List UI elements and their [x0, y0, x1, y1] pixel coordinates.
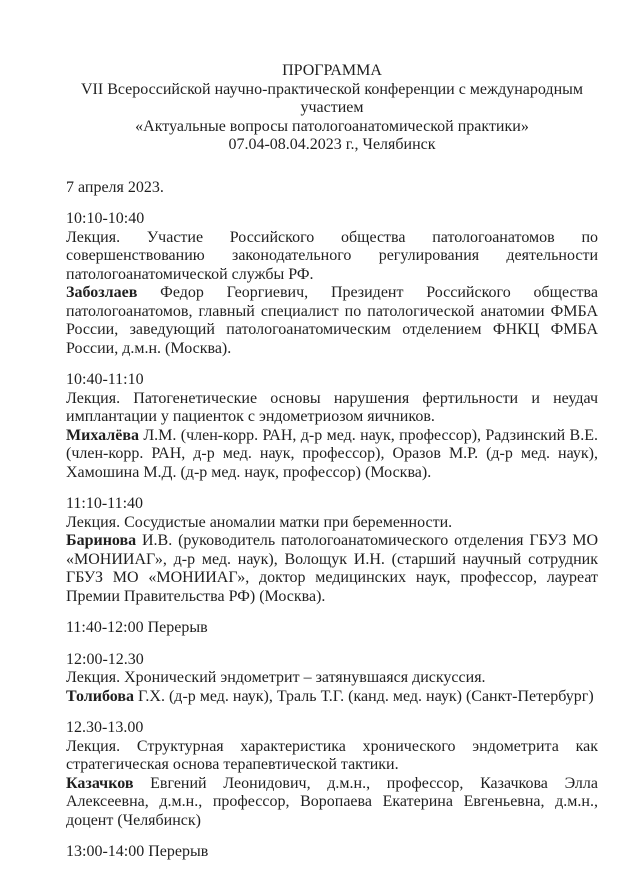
- speakers-line: [66, 284, 598, 358]
- lecture-description: Лекция. Патогенетические основы нарушения фертильности и неудач имплантации у пациенток с эндометриозом яичников.: [66, 389, 598, 425]
- break-line: [66, 843, 598, 862]
- speaker-details: Л.М. (член-корр. РАН, д-р мед. наук, профессор), Радзинский В.Е. (член-корр. РАН, д-р мед. наук, профессор), Оразов М.Р. (д-р мед. наук), Хамошина М.Д. (д-р мед. наук, профессор) (Москва).: [66, 426, 598, 481]
- speaker-details: Евгений Леонидович, д.м.н., профессор, Казачкова Элла Алексеевна, д.м.н., профессор, Воропаева Екатерина Евгеньевна, д.м.н., доцент (Челябинск): [66, 774, 598, 829]
- session-block-4: [66, 651, 598, 707]
- speaker-details: Г.Х. (д-р мед. наук), Траль Т.Г. (канд. мед. наук) (Санкт-Петербург): [133, 687, 594, 705]
- break-label: Перерыв: [147, 619, 208, 636]
- break-block-1: [66, 619, 598, 638]
- speaker-details: Федор Георгиевич, Президент Российского общества патологоанатомов, главный специалист по патологической анатомии ФМБА России, заведующий патологоанатомическим отделением ФНКЦ ФМБА России, д.м.н. (Москва).: [66, 284, 598, 357]
- speaker-surname: Толибова: [66, 687, 134, 705]
- conference-subtitle-line-1: VII Всероссийской научно-практической конференции с международным: [80, 80, 584, 98]
- conference-date-place: 07.04-08.04.2023 г., Челябинск: [228, 136, 436, 153]
- session-time: 12:00-12.30: [66, 650, 144, 668]
- break-line: [66, 619, 598, 638]
- speakers-line: [66, 688, 598, 707]
- speaker-surname: Казачков: [66, 774, 134, 792]
- conference-subtitle-line-2: участием: [300, 99, 364, 116]
- speaker-surname: Михалёва: [66, 426, 139, 444]
- session-time: 10:40-11:10: [66, 371, 144, 388]
- lecture-description: Лекция. Сосудистые аномалии матки при беременности.: [66, 513, 453, 531]
- session-time: 11:10-11:40: [66, 495, 144, 512]
- speaker-details: И.В. (руководитель патологоанатомического отделения ГБУЗ МО «МОНИИАГ», д-р мед. наук), Волощук И.Н. (старший научный сотрудник ГБУЗ МО «МОНИИАГ», доктор медицинских наук, профессор, лауреат Премии Правительства РФ) (Москва).: [66, 532, 598, 605]
- session-block-5: [66, 719, 598, 830]
- speakers-line: [66, 775, 598, 831]
- conference-topic: «Актуальные вопросы патологоанатомической практики»: [135, 117, 529, 135]
- document-header: [66, 62, 598, 155]
- conference-title: ПРОГРАММА: [282, 62, 382, 79]
- day-heading: 7 апреля 2023.: [66, 178, 164, 196]
- speakers-line: [66, 532, 598, 606]
- speaker-surname: Баринова: [66, 532, 137, 549]
- break-block-2: [66, 843, 598, 862]
- break-label: Перерыв: [148, 843, 209, 860]
- speaker-surname: Забозлаев: [66, 284, 138, 301]
- speakers-line: [66, 427, 598, 483]
- break-time: 13:00-14:00: [66, 843, 145, 860]
- session-block-3: [66, 495, 598, 606]
- lecture-description: Лекция. Участие Российского общества патологоанатомов по совершенствованию законодательного регулирования деятельности патологоанатомической службы РФ.: [66, 228, 598, 283]
- session-time: 10:10-10:40: [66, 210, 145, 227]
- break-time: 11:40-12:00: [66, 619, 144, 636]
- session-time: 12.30-13.00: [66, 719, 144, 736]
- lecture-description: Лекция. Структурная характеристика хронического эндометрита как стратегическая основа терапевтической тактики.: [66, 737, 598, 773]
- session-block-1: [66, 210, 598, 358]
- lecture-description: Лекция. Хронический эндометрит – затянувшаяся дискуссия.: [66, 669, 486, 686]
- session-block-2: [66, 371, 598, 482]
